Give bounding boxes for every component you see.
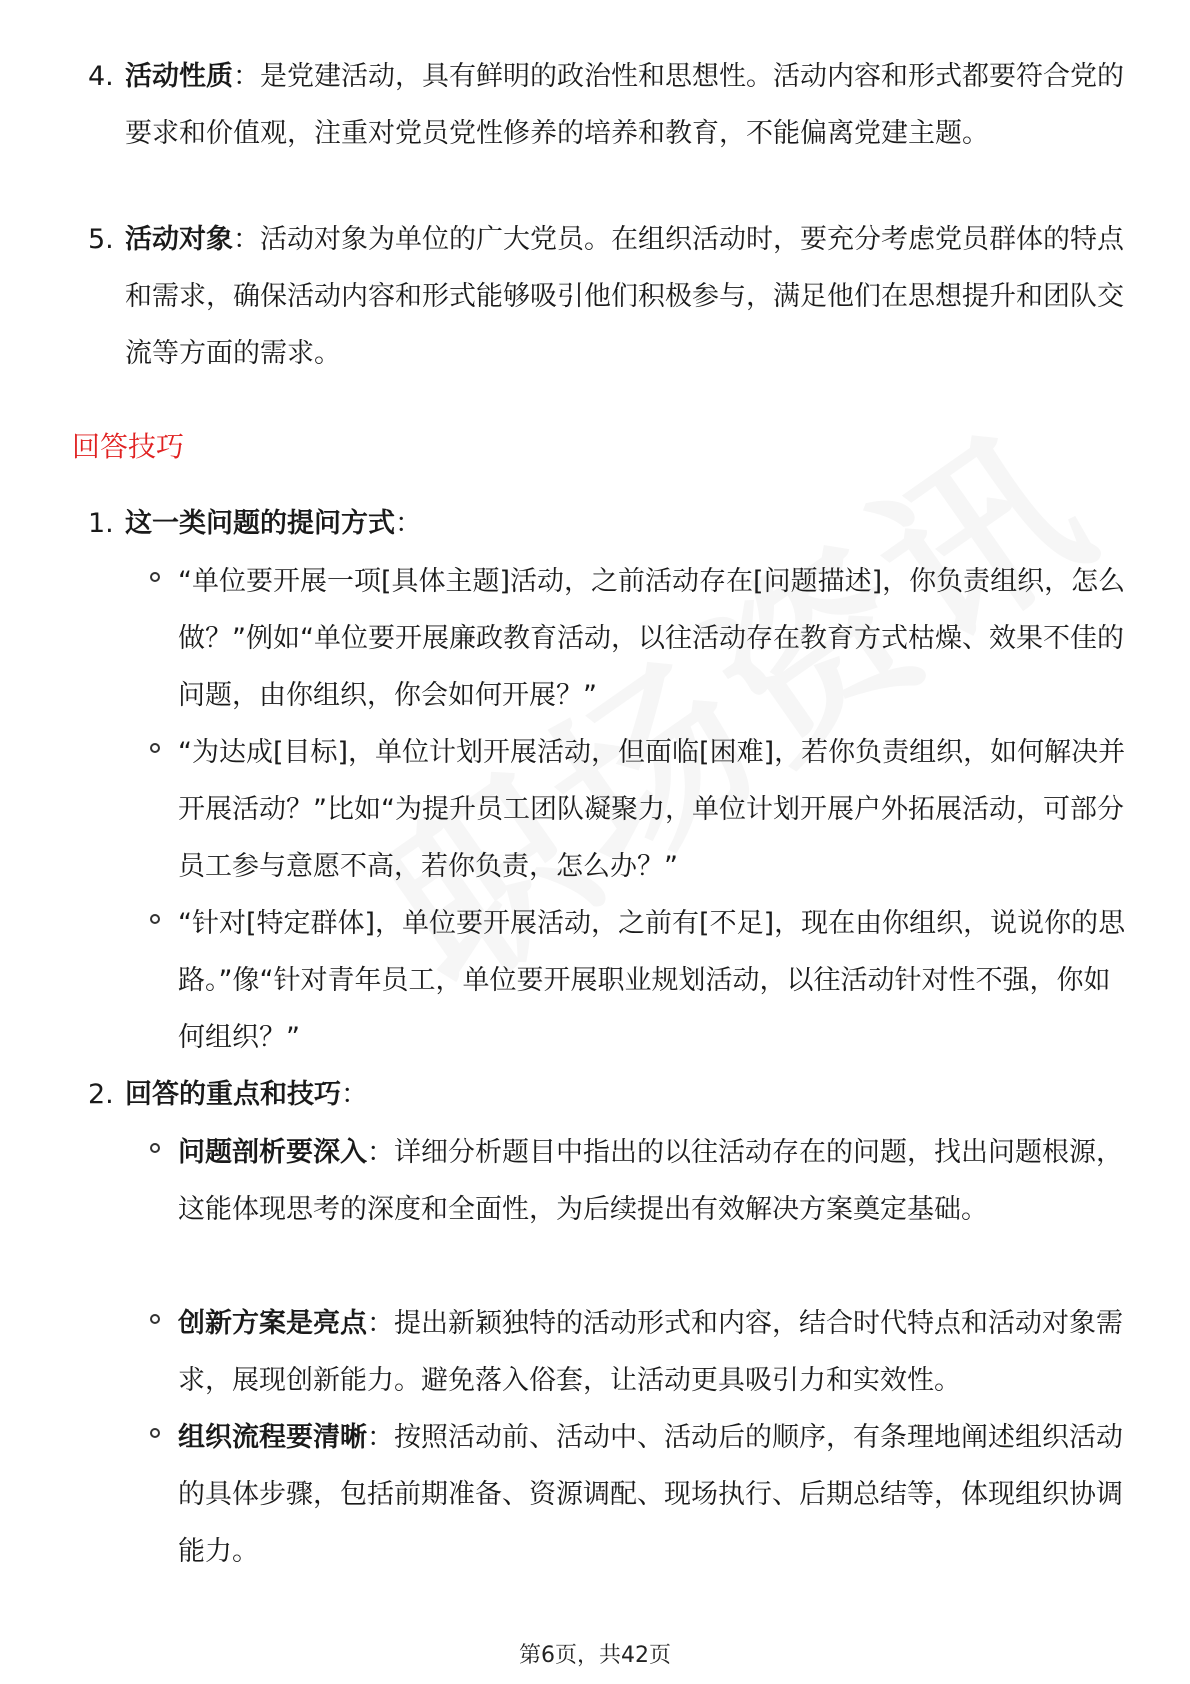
section-heading: 回答技巧 — [72, 430, 185, 463]
list-item-title: 回答的重点和技巧 — [125, 1079, 341, 1110]
list-text — [125, 495, 1125, 552]
sub-list-text: “针对[特定群体]，单位要开展活动，之前有[不足]，现在由你组织，说说你的思路。”像“针对青年员工，单位要开展职业规划活动，以往活动针对性不强，你如何组织？” — [178, 908, 1126, 1053]
list-text — [125, 48, 1125, 162]
sub-list-text — [178, 1124, 1126, 1238]
hollow-bullet-icon — [150, 1428, 160, 1438]
list-number: 2. — [88, 1079, 114, 1110]
list-number: 5. — [88, 224, 114, 255]
list-item-title: 活动对象 — [125, 224, 233, 255]
list-number: 1. — [88, 508, 114, 539]
hollow-bullet-icon — [150, 1314, 160, 1324]
list-item-title: 活动性质 — [125, 61, 233, 92]
hollow-bullet-icon — [150, 1143, 160, 1153]
list-item-body: ： — [341, 1079, 368, 1110]
list-number: 4. — [88, 61, 114, 92]
page-footer: 第6页，共42页 — [519, 1643, 671, 1668]
list-text — [125, 211, 1125, 382]
tip-title: 组织流程要清晰 — [178, 1422, 367, 1453]
hollow-bullet-icon — [150, 572, 160, 582]
sub-list-text: “为达成[目标]，单位计划开展活动，但面临[困难]，若你负责组织，如何解决并开展活动？”比如“为提升员工团队凝聚力，单位计划开展户外拓展活动，可部分员工参与意愿不高，若你负责，怎么办？” — [178, 737, 1126, 882]
sub-list-text: “单位要开展一项[具体主题]活动，之前活动存在[问题描述]，你负责组织，怎么做？”例如“单位要开展廉政教育活动，以往活动存在教育方式枯燥、效果不佳的问题，由你组织，你会如何开展？” — [178, 566, 1126, 711]
list-item-body: ：活动对象为单位的广大党员。在组织活动时，要充分考虑党员群体的特点和需求，确保活动内容和形式能够吸引他们积极参与，满足他们在思想提升和团队交流等方面的需求。 — [125, 224, 1124, 369]
tip-body: ：提出新颖独特的活动形式和内容，结合时代特点和活动对象需求，展现创新能力。避免落入俗套，让活动更具吸引力和实效性。 — [178, 1308, 1123, 1396]
tip-body: ：详细分析题目中指出的以往活动存在的问题，找出问题根源，这能体现思考的深度和全面性，为后续提出有效解决方案奠定基础。 — [178, 1137, 1123, 1225]
tip-body: ：按照活动前、活动中、活动后的顺序，有条理地阐述组织活动的具体步骤，包括前期准备、资源调配、现场执行、后期总结等，体现组织协调能力。 — [178, 1422, 1123, 1567]
hollow-bullet-icon — [150, 743, 160, 753]
list-item-body: ：是党建活动，具有鲜明的政治性和思想性。活动内容和形式都要符合党的要求和价值观，注重对党员党性修养的培养和教育，不能偏离党建主题。 — [125, 61, 1124, 149]
hollow-bullet-icon — [150, 914, 160, 924]
list-item-title: 这一类问题的提问方式 — [125, 508, 395, 539]
sub-list-text — [178, 1295, 1126, 1409]
tip-title: 创新方案是亮点 — [178, 1308, 367, 1339]
sub-list-text — [178, 1409, 1126, 1580]
tip-title: 问题剖析要深入 — [178, 1137, 367, 1168]
list-item-body: ： — [395, 508, 422, 539]
list-text — [125, 1066, 1125, 1123]
